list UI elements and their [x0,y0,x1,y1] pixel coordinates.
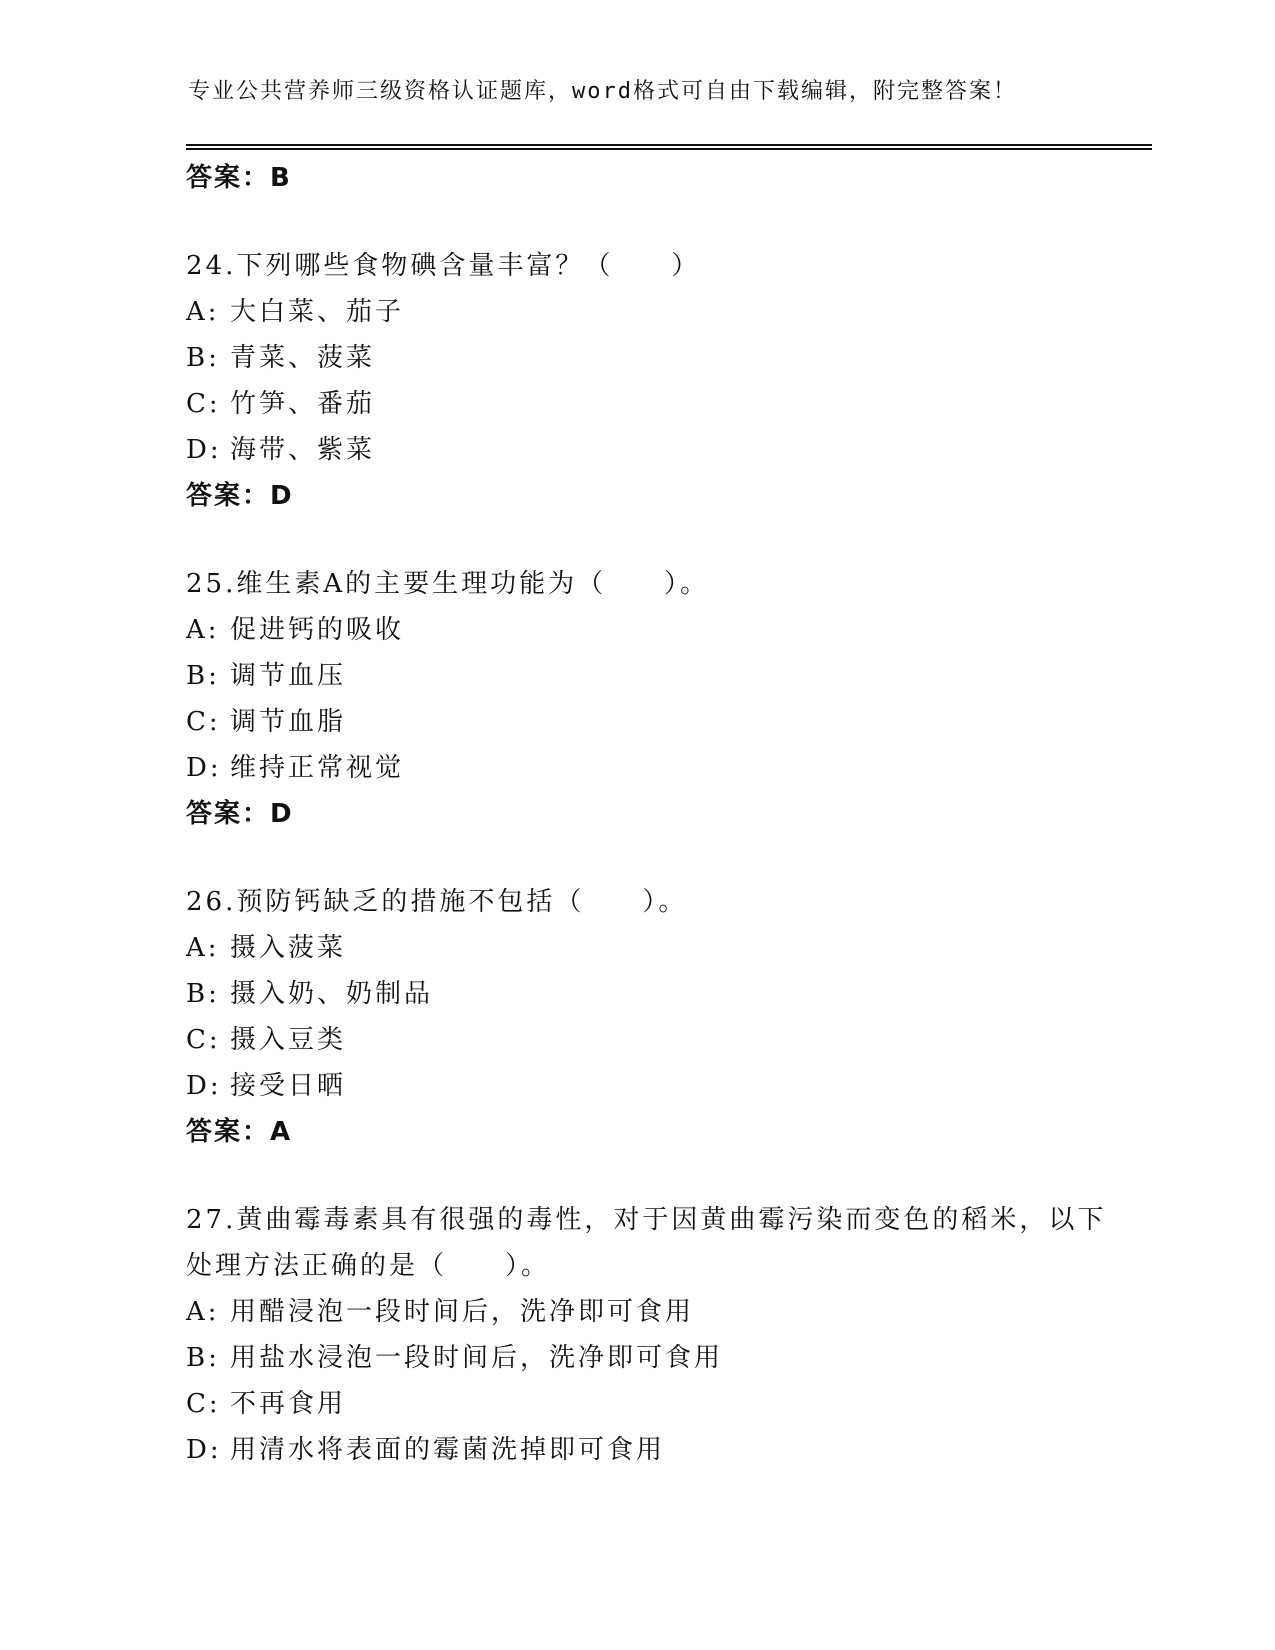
question-24 [186,243,1126,519]
option-text: 大白菜、茄子 [230,297,405,327]
option-a [186,925,1126,971]
option-letter: D: [186,435,222,465]
option-text: 青菜、菠菜 [230,343,376,373]
option-letter: B: [186,661,220,691]
option-d [186,1427,1126,1473]
question-25 [186,561,1126,837]
page-header: 专业公共营养师三级资格认证题库，word格式可自由下载编辑，附完整答案！ [188,79,1017,104]
option-a [186,1289,1126,1335]
option-text: 海带、紫菜 [230,435,376,465]
option-b [186,1335,1126,1381]
option-letter: A: [186,297,220,327]
option-text: 摄入豆类 [230,1025,347,1055]
option-d [186,745,1126,791]
option-letter: B: [186,979,220,1009]
option-text: 调节血压 [230,661,347,691]
option-text: 用清水将表面的霉菌洗掉即可食用 [230,1435,666,1465]
option-text: 促进钙的吸收 [230,615,405,645]
question-text: 25.维生素A的主要生理功能为（ ）。 [186,569,710,599]
option-b [186,971,1126,1017]
option-text: 维持正常视觉 [230,753,405,783]
option-letter: C: [186,1025,221,1055]
question-list [186,155,1126,1515]
option-letter: C: [186,707,221,737]
option-c [186,1017,1126,1063]
question-26 [186,879,1126,1155]
question-text: 27.黄曲霉毒素具有很强的毒性，对于因黄曲霉污染而变色的稻米，以下处理方法正确的是（ ）。 [186,1205,1107,1281]
option-d [186,427,1126,473]
option-letter: A: [186,933,220,963]
option-c [186,699,1126,745]
option-text: 接受日晒 [230,1071,347,1101]
option-text: 摄入奶、奶制品 [230,979,434,1009]
option-text: 竹笋、番茄 [230,389,376,419]
option-letter: C: [186,389,221,419]
question-text: 24.下列哪些食物碘含量丰富？（ ） [186,251,701,281]
question-text: 26.预防钙缺乏的措施不包括（ ）。 [186,887,688,917]
option-d [186,1063,1126,1109]
answer: 答案：D [186,799,294,829]
option-b [186,335,1126,381]
option-text: 调节血脂 [230,707,347,737]
option-text: 不再食用 [230,1389,347,1419]
option-letter: D: [186,1435,222,1465]
option-letter: B: [186,1343,220,1373]
question-27 [186,1197,1126,1473]
option-letter: A: [186,1297,220,1327]
answer: 答案：D [186,481,294,511]
previous-answer: 答案：B [186,163,292,193]
option-a [186,289,1126,335]
option-b [186,653,1126,699]
option-letter: C: [186,1389,221,1419]
answer: 答案：A [186,1117,293,1147]
option-a [186,607,1126,653]
option-letter: D: [186,1071,222,1101]
option-text: 用醋浸泡一段时间后，洗净即可食用 [230,1297,695,1327]
option-c [186,381,1126,427]
option-letter: D: [186,753,222,783]
option-text: 用盐水浸泡一段时间后，洗净即可食用 [230,1343,724,1373]
option-letter: B: [186,343,220,373]
header-divider [186,144,1152,150]
option-c [186,1381,1126,1427]
option-text: 摄入菠菜 [230,933,347,963]
option-letter: A: [186,615,220,645]
